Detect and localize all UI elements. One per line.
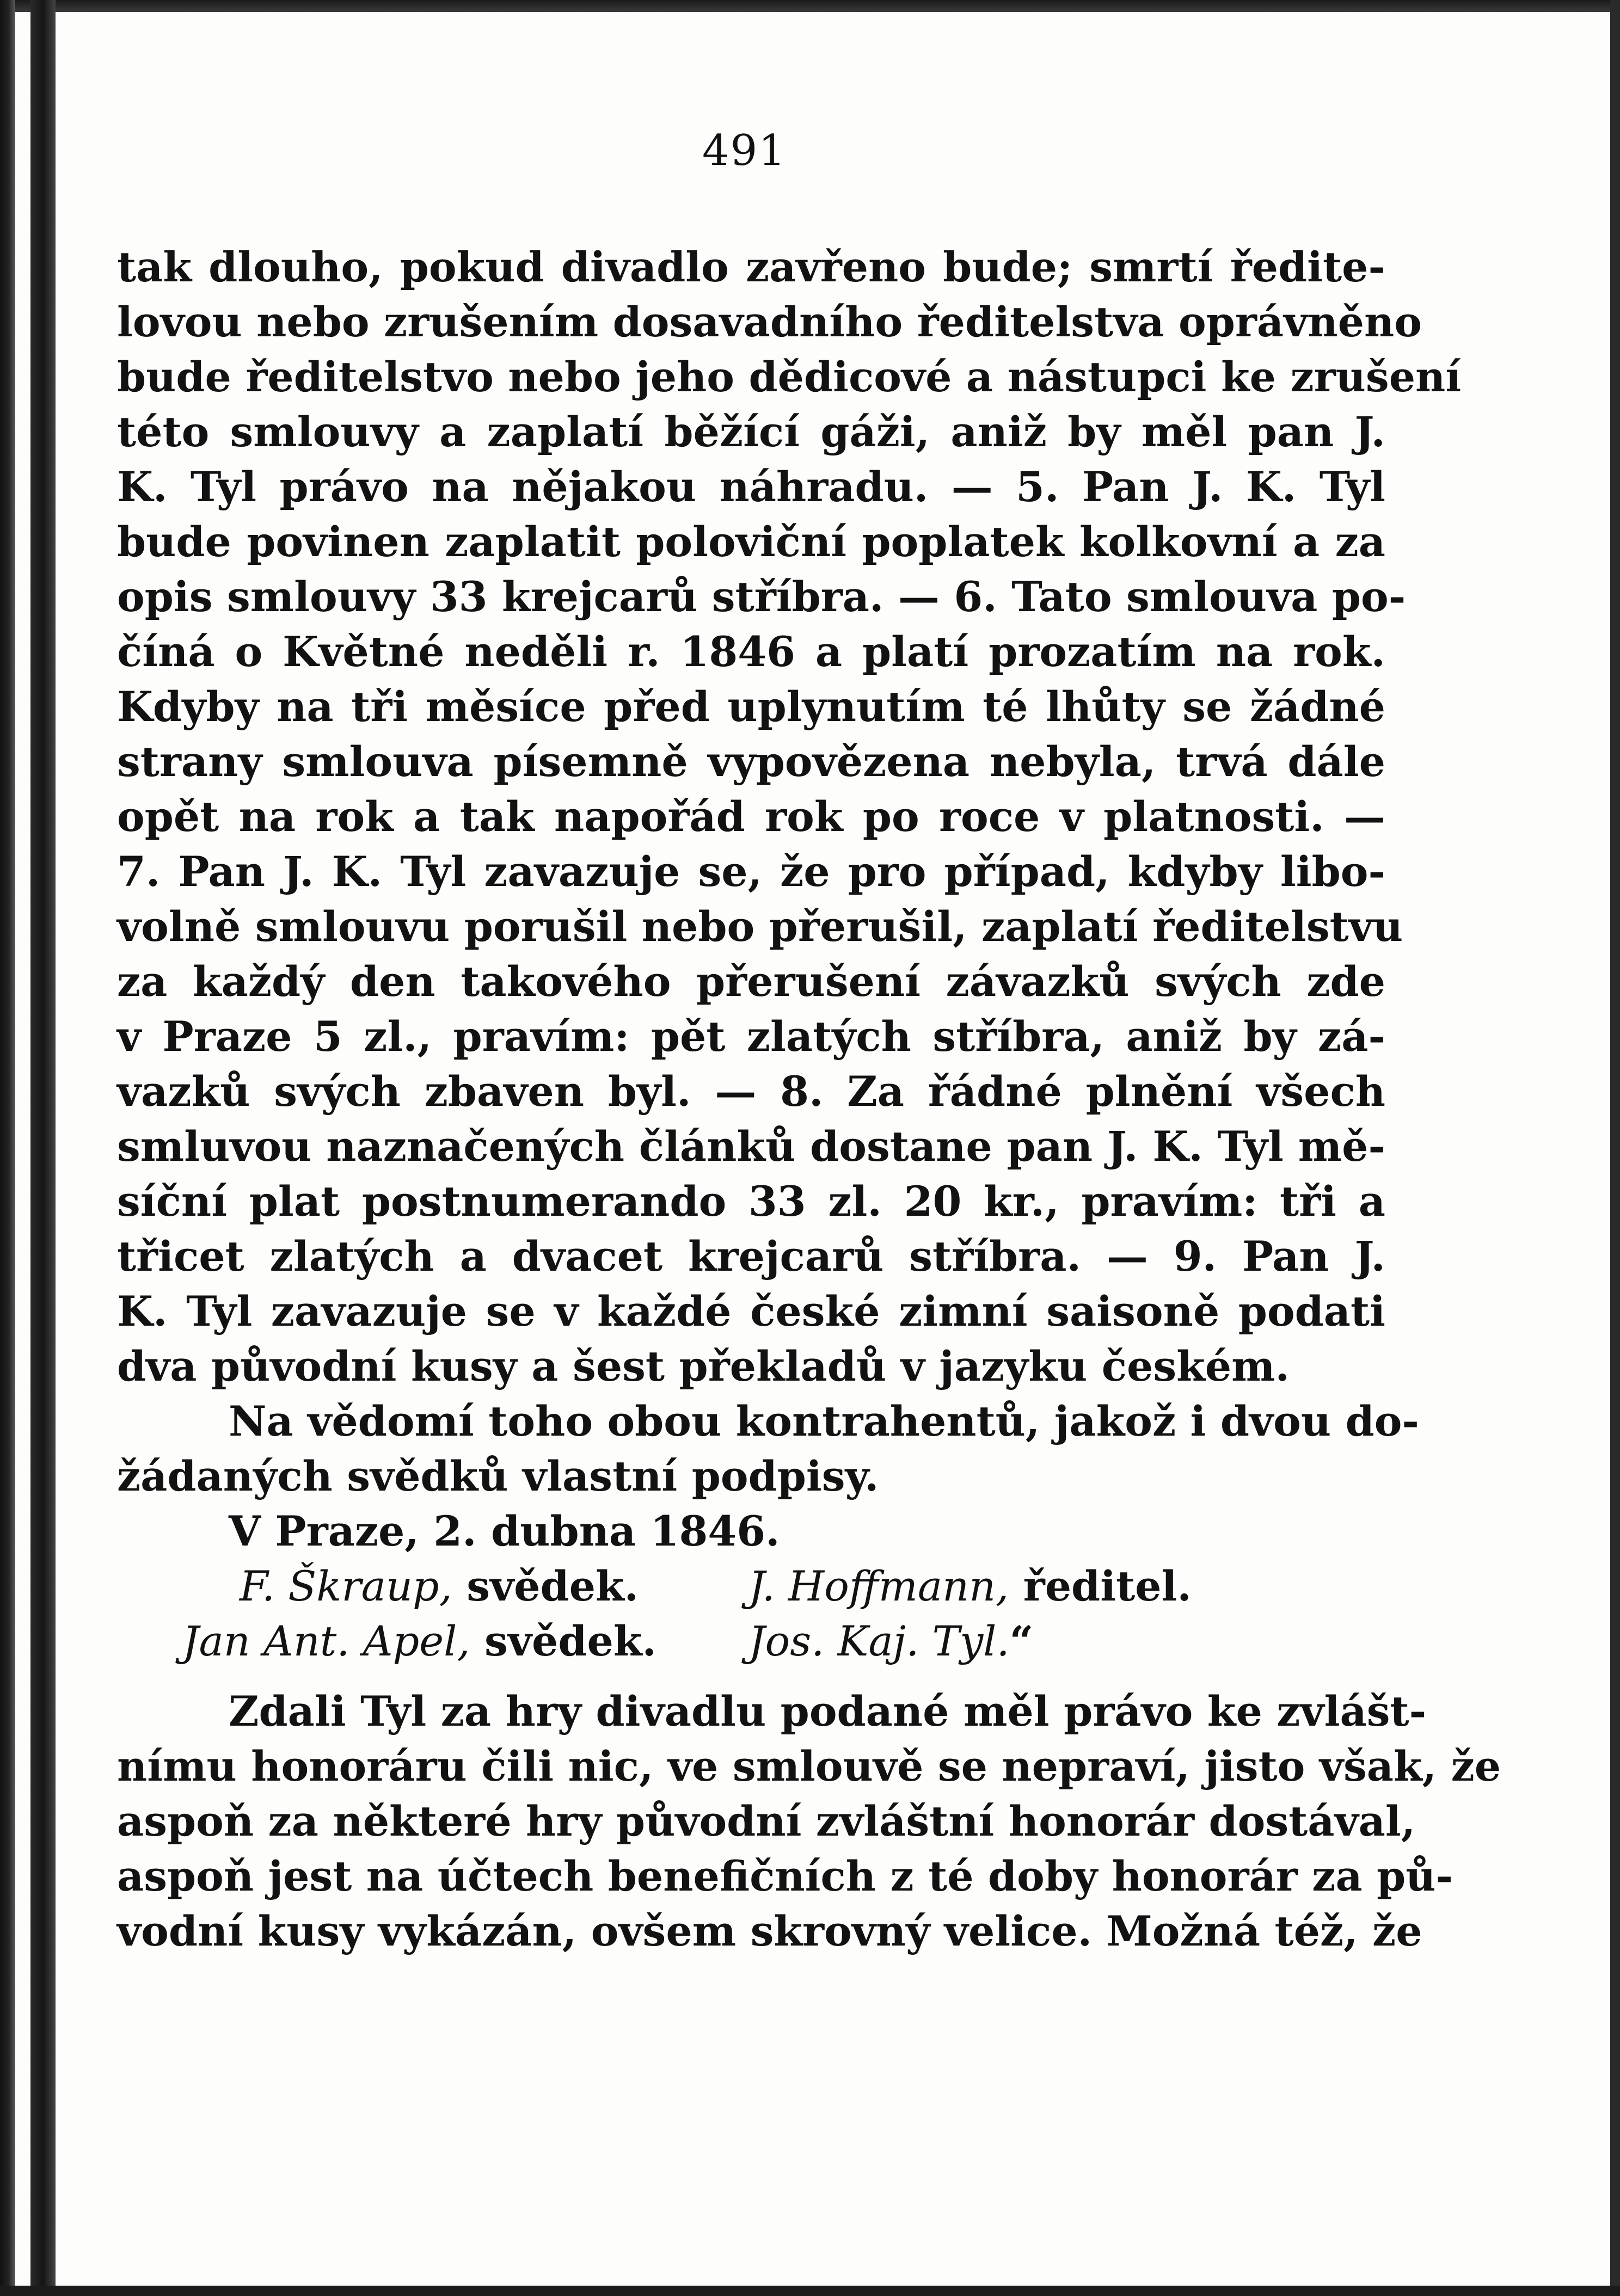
text-line: bude ředitelstvo nebo jeho dědicové a nástupci ke zrušení [117, 353, 1462, 401]
text-line: bude povinen zaplatit poloviční poplatek kolkovní a za [117, 518, 1385, 566]
signature-name: F. Škraup, [240, 1562, 452, 1610]
text-line: lovou nebo zrušením dosavadního ředitelstva oprávněno [117, 298, 1422, 346]
text-line: za každý den takového přerušení závazků svých zde [117, 957, 1385, 1006]
text-line: Kdyby na tři měsíce před uplynutím té lhůty se žádné [117, 682, 1385, 731]
signature-director [743, 1559, 1192, 1614]
text-line: Na vědomí toho obou kontrahentů, jakož i dvou do- [229, 1397, 1419, 1445]
text-line: dva původní kusy a šest překladů v jazyku českém. [117, 1342, 1290, 1390]
text-line: třicet zlatých a dvacet krejcarů stříbra. — 9. Pan J. [117, 1232, 1385, 1281]
dateline: V Praze, 2. dubna 1846. [229, 1507, 780, 1555]
signature-name: Jos. Kaj. Tyl. [748, 1617, 1010, 1665]
paragraph-1 [117, 239, 1462, 1394]
text-line: volně smlouvu porušil nebo přerušil, zaplatí ředitelstvu [117, 902, 1403, 951]
text-line: vazků svých zbaven byl. — 8. Za řádné plnění všech [117, 1067, 1385, 1116]
text-line: K. Tyl právo na nějakou náhradu. — 5. Pan J. K. Tyl [117, 463, 1385, 511]
text-line: nímu honoráru čili nic, ve smlouvě se nepraví, jisto však, že [117, 1742, 1501, 1790]
signature-role: ředitel. [1009, 1562, 1192, 1610]
signature-author [743, 1614, 1033, 1669]
text-line: v Praze 5 zl., pravím: pět zlatých stříbra, aniž by zá- [117, 1012, 1385, 1061]
text-line: strany smlouva písemně vypovězena nebyla, trvá dále [117, 737, 1385, 786]
signature-witness-1 [117, 1559, 743, 1614]
text-line: vodní kusy vykázán, ovšem skrovný velice. Možná též, že [117, 1907, 1422, 1955]
scan-border-left-inner [30, 0, 56, 2296]
body-text [117, 239, 1501, 1959]
text-line: číná o Květné neděli r. 1846 a platí prozatím na rok. [117, 627, 1385, 676]
text-line: aspoň za některé hry původní zvláštní honorár dostával, [117, 1797, 1416, 1845]
scan-border-right [1610, 0, 1620, 2296]
text-line: K. Tyl zavazuje se v každé české zimní saisoně podati [117, 1287, 1385, 1335]
page-number: 491 [702, 126, 787, 175]
paragraph-gap [117, 1669, 1385, 1684]
text-line: 7. Pan J. K. Tyl zavazuje se, že pro případ, kdyby libo- [117, 847, 1385, 896]
signature-role: svědek. [470, 1617, 656, 1665]
text-line: opis smlouvy 33 krejcarů stříbra. — 6. Tato smlouva po- [117, 573, 1406, 621]
paragraph-2 [117, 1394, 1419, 1504]
text-line: aspoň jest na účtech benefičních z té doby honorár za pů- [117, 1852, 1453, 1900]
paragraph-3 [117, 1684, 1501, 1959]
scan-border-left [0, 0, 15, 2296]
signature-name: J. Hoffmann, [748, 1562, 1009, 1610]
closing-quote: “ [1009, 1617, 1034, 1665]
signature-role: svědek. [452, 1562, 639, 1610]
text-line: Zdali Tyl za hry divadlu podané měl právo ke zvlášt- [229, 1687, 1427, 1735]
signature-witness-2 [117, 1614, 743, 1669]
text-line: síční plat postnumerando 33 zl. 20 kr., pravím: tři a [117, 1177, 1385, 1226]
text-line: tak dlouho, pokud divadlo zavřeno bude; smrtí ředite- [117, 243, 1385, 291]
scan-border-bottom [0, 2286, 1620, 2296]
text-line: žádaných svědků vlastní podpisy. [117, 1452, 879, 1500]
text-line: smluvou naznačených článků dostane pan J. K. Tyl mě- [117, 1122, 1385, 1171]
signature-row [117, 1614, 1385, 1669]
scan-border-top [0, 0, 1620, 12]
signature-row [117, 1559, 1385, 1614]
signature-name: Jan Ant. Apel, [182, 1617, 470, 1665]
text-line: opět na rok a tak napořád rok po roce v platnosti. — [117, 792, 1385, 841]
text-line: této smlouvy a zaplatí běžící gáži, aniž by měl pan J. [117, 408, 1385, 456]
